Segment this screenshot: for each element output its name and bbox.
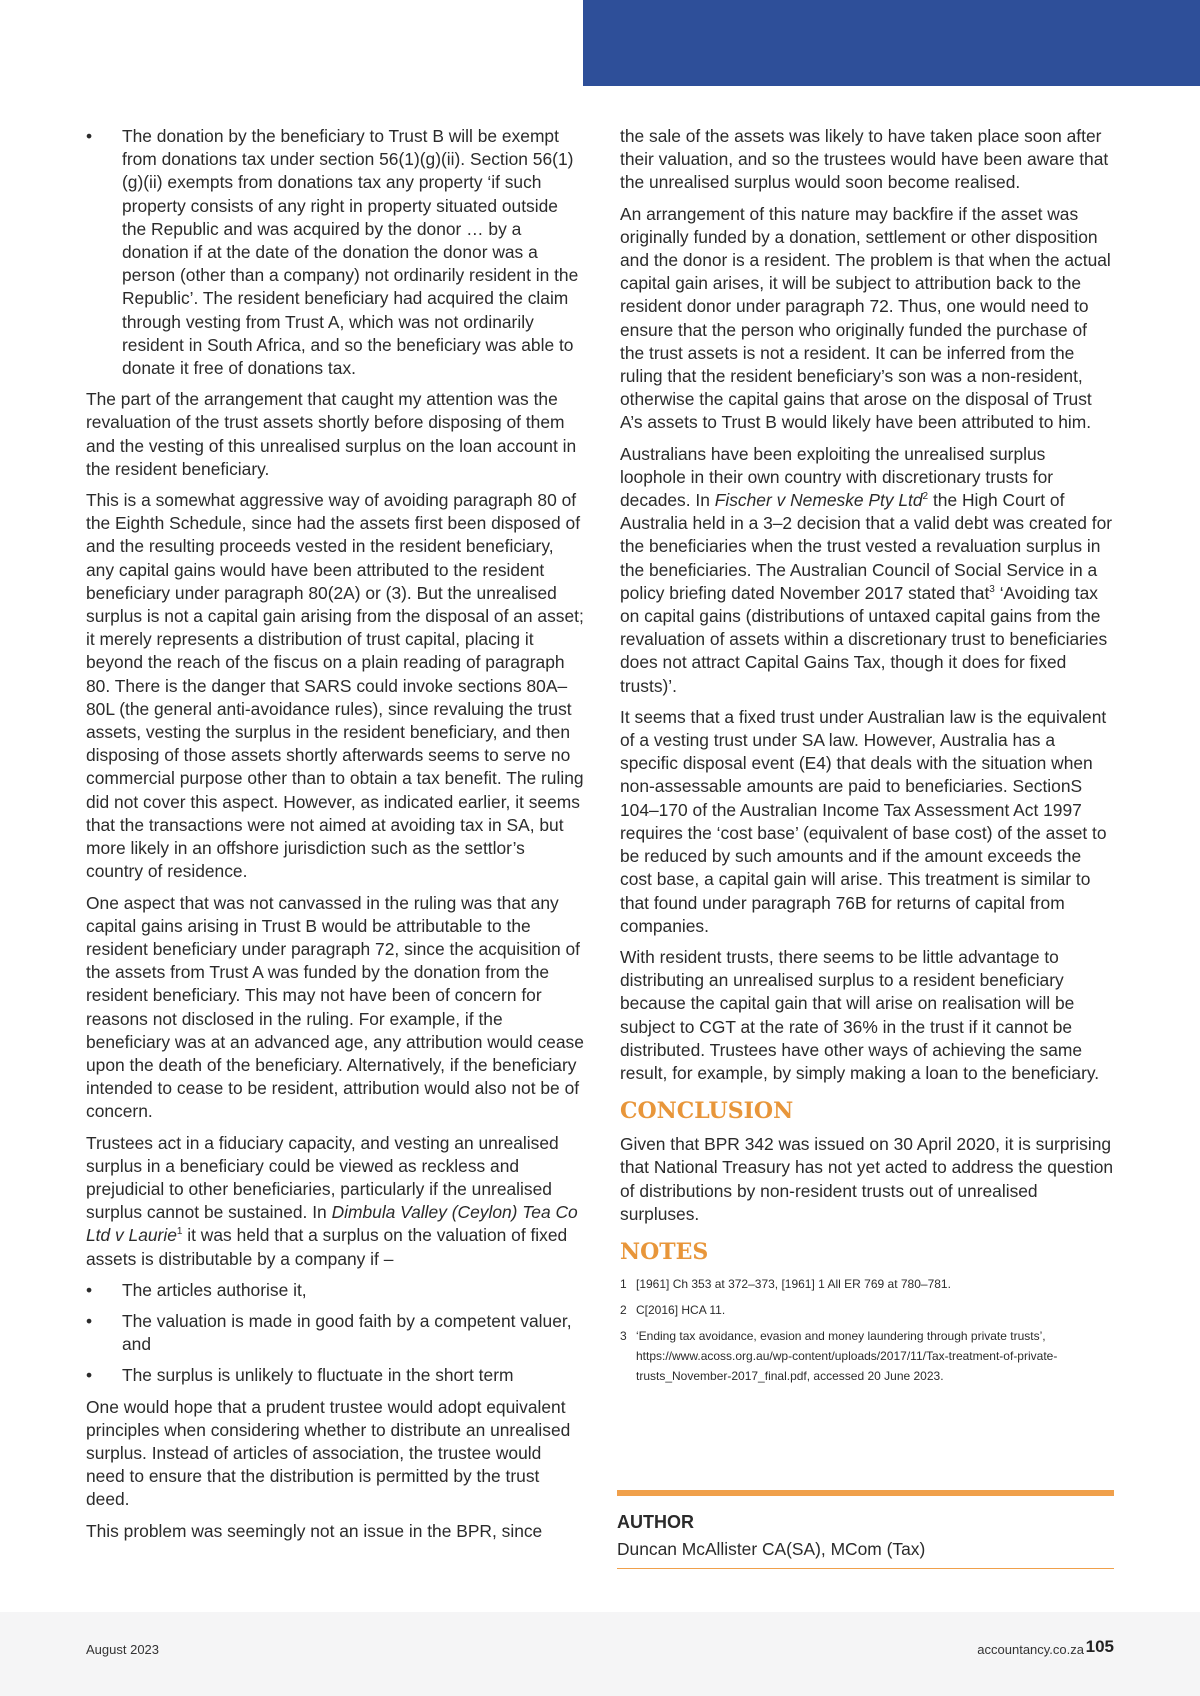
text: the High Court of Australia held in a 3–2 decision that a valid debt was created for the beneficiaries when the trust vested a revaluation surplus in the beneficiaries. The Australian Council of Social Service in a policy briefing dated November 2017 stated that xyxy=(620,490,1113,603)
paragraph: One would hope that a prudent trustee would adopt equivalent principles when considering whether to distribute an unrealised surplus. Instead of articles of association, the trustee would need to ensure that the distribution is permitted by the trust deed. xyxy=(86,1396,571,1510)
author-label: AUTHOR xyxy=(617,1512,694,1532)
list-item: • The surplus is unlikely to fluctuate in the short term xyxy=(86,1364,584,1387)
website-link[interactable]: accountancy.co.za xyxy=(977,1642,1084,1657)
case-citation: Dimbula Valley (Ceylon) Tea Co Ltd v Laurie xyxy=(86,1202,578,1246)
issue-date: August 2023 xyxy=(86,1642,160,1657)
footnote-ref: 2 xyxy=(922,491,929,503)
list-item: • The articles authorise it, xyxy=(86,1279,584,1302)
author-name: Duncan McAllister CA(SA), MCom (Tax) xyxy=(617,1539,1114,1569)
paragraph: This problem was seemingly not an issue in the BPR, since xyxy=(86,1520,543,1541)
paragraph: An arrangement of this nature may backfire if the asset was originally funded by a donation, settlement or other disposition and the donor is a resident. The problem is that when the actual capital gain arises, it will be subject to attribution back to the resident donor under paragraph 72. Thus, one would need to ensure that the person who originally funded the purchase of the trust assets is not a resident. It can be inferred from the ruling that the resident beneficiary’s son was a non-resident, otherwise the capital gains that arose on the disposal of Trust A’s assets to Trust B would likely have been attributed to him. xyxy=(620,203,1111,433)
right-column xyxy=(620,125,1115,1392)
notes-heading: NOTES xyxy=(620,1238,709,1265)
paragraph: One aspect that was not canvassed in the ruling was that any capital gains arising in Trust B would be attributable to the resident beneficiary under paragraph 72, since the acquisition of the assets from Trust A was funded by the donation from the resident beneficiary. This may not have been of concern for reasons not disclosed in the ruling. For example, if the beneficiary was at an advanced age, any attribution would cease upon the death of the beneficiary. Alternatively, if the beneficiary intended to cease to be resident, attribution would also not be of concern. xyxy=(86,892,584,1122)
footnote-ref: 3 xyxy=(989,584,995,596)
author-box xyxy=(617,1490,1114,1569)
author-divider xyxy=(617,1490,1114,1496)
case-citation: Fischer v Nemeske Pty Ltd xyxy=(714,490,923,511)
note-text: C[2016] HCA 11. xyxy=(636,1302,726,1317)
paragraph: Given that BPR 342 was issued on 30 April 2020, it is surprising that National Treasury has not yet acted to address the question of distributions by non-resident trusts out of unrealised surpluses. xyxy=(620,1134,1114,1224)
header-color-bar xyxy=(583,0,1200,86)
paragraph: It seems that a fixed trust under Australian law is the equivalent of a vesting trust under SA law. However, Australia has a specific disposal event (E4) that deals with the situation when non-assessable amounts are paid to beneficiaries. SectionS 104–170 of the Australian Income Tax Assessment Act 1997 requires the ‘cost base’ (equivalent of base cost) of the asset to be reduced by such amounts and if the amount exceeds the cost base, a capital gain will arise. This treatment is similar to that found under paragraph 76B for returns of capital from companies. xyxy=(620,706,1107,936)
paragraph: the sale of the assets was likely to have taken place soon after their valuation, and so the trustees would have been aware that the unrealised surplus would soon become realised. xyxy=(620,126,1109,193)
paragraph: This is a somewhat aggressive way of avoiding paragraph 80 of the Eighth Schedule, since had the assets first been disposed of and the resulting proceeds vested in the resident beneficiary, any capital gains would have been attributed to the resident beneficiary under paragraph 80(2A) or (3). But the unrealised surplus is not a capital gain arising from the disposal of an asset; it merely represents a distribution of trust capital, placing it beyond the reach of the fiscus on a plain reading of paragraph 80. There is the danger that SARS could invoke sections 80A–80L (the general anti-avoidance rules), since revaluing the trust assets, vesting the surplus in the resident beneficiary, and then disposing of those assets shortly afterwards seems to serve no commercial purpose other than to obtain a tax benefit. The ruling did not cover this aspect. However, as indicated earlier, it seems that the transactions were not aimed at avoiding tax in SA, but more likely in an offshore jurisdiction such as the settlor’s country of residence. xyxy=(86,490,584,882)
bullet-list-conditions xyxy=(86,1279,584,1388)
paragraph xyxy=(86,1132,584,1271)
text: Australians have been exploiting the unrealised surplus loophole in their own country with discretionary trusts for decades. In xyxy=(620,443,1054,511)
left-column xyxy=(86,125,584,1551)
paragraph: The part of the arrangement that caught my attention was the revaluation of the trust assets shortly before disposing of them and the vesting of this unrealised surplus on the loan account in the resident beneficiary. xyxy=(86,389,577,479)
note-item xyxy=(620,1274,1115,1294)
footnote-ref: 1 xyxy=(176,1226,183,1238)
paragraph xyxy=(620,443,1115,698)
page-number: 105 xyxy=(1085,1637,1114,1656)
text: Trustees act in a fiduciary capacity, and vesting an unrealised surplus in a beneficiary could be viewed as reckless and prejudicial to other beneficiaries, particularly if the unrealised surplus cannot be sustained. In xyxy=(86,1132,559,1223)
note-text: [1961] Ch 353 at 372–373, [1961] 1 All ER 769 at 780–781. xyxy=(636,1276,951,1291)
list-item: • The valuation is made in good faith by a competent valuer, and xyxy=(86,1310,584,1356)
note-item xyxy=(620,1300,1115,1320)
notes-list xyxy=(620,1274,1115,1386)
text: it was held that a surplus on the valuation of fixed assets is distributable by a company if – xyxy=(86,1225,568,1269)
bullet-list-donation xyxy=(86,125,584,380)
note-number: 2 xyxy=(620,1302,627,1317)
note-text: ‘Ending tax avoidance, evasion and money laundering through private trusts’, https://www.acoss.org.au/wp-content/uploads/2017/11/Tax-treatment-of-private-trusts_November-2017_final.pdf, accessed 20 June 2023. xyxy=(636,1328,1058,1383)
text: ‘Avoiding tax on capital gains (distributions of untaxed capital gains from the revaluation of assets within a discretionary trust to beneficiaries does not attract Capital Gains Tax, though it does for fixed trusts)’. xyxy=(620,582,1108,696)
page-footer xyxy=(0,1612,1200,1696)
note-number: 1 xyxy=(620,1276,627,1291)
list-item: • The donation by the beneficiary to Trust B will be exempt from donations tax under section 56(1)(g)(ii). Section 56(1)(g)(ii) exempts from donations tax any property ‘if such property consists of any right in property situated outside the Republic and was acquired by the donor … by a donation if at the date of the donation the donor was a person (other than a company) not ordinarily resident in the Republic’. The resident beneficiary had acquired the claim through vesting from Trust A, which was not ordinarily resident in South Africa, and so the beneficiary was able to donate it free of donations tax. xyxy=(86,125,584,380)
note-item xyxy=(620,1326,1115,1386)
paragraph: With resident trusts, there seems to be little advantage to distributing an unrealised surplus to a resident beneficiary because the capital gain that will arise on realisation will be subject to CGT at the rate of 36% in the trust if it cannot be distributed. Trustees have other ways of achieving the same result, for example, by simply making a loan to the beneficiary. xyxy=(620,946,1100,1083)
conclusion-heading: CONCLUSION xyxy=(620,1098,794,1125)
note-number: 3 xyxy=(620,1328,627,1343)
